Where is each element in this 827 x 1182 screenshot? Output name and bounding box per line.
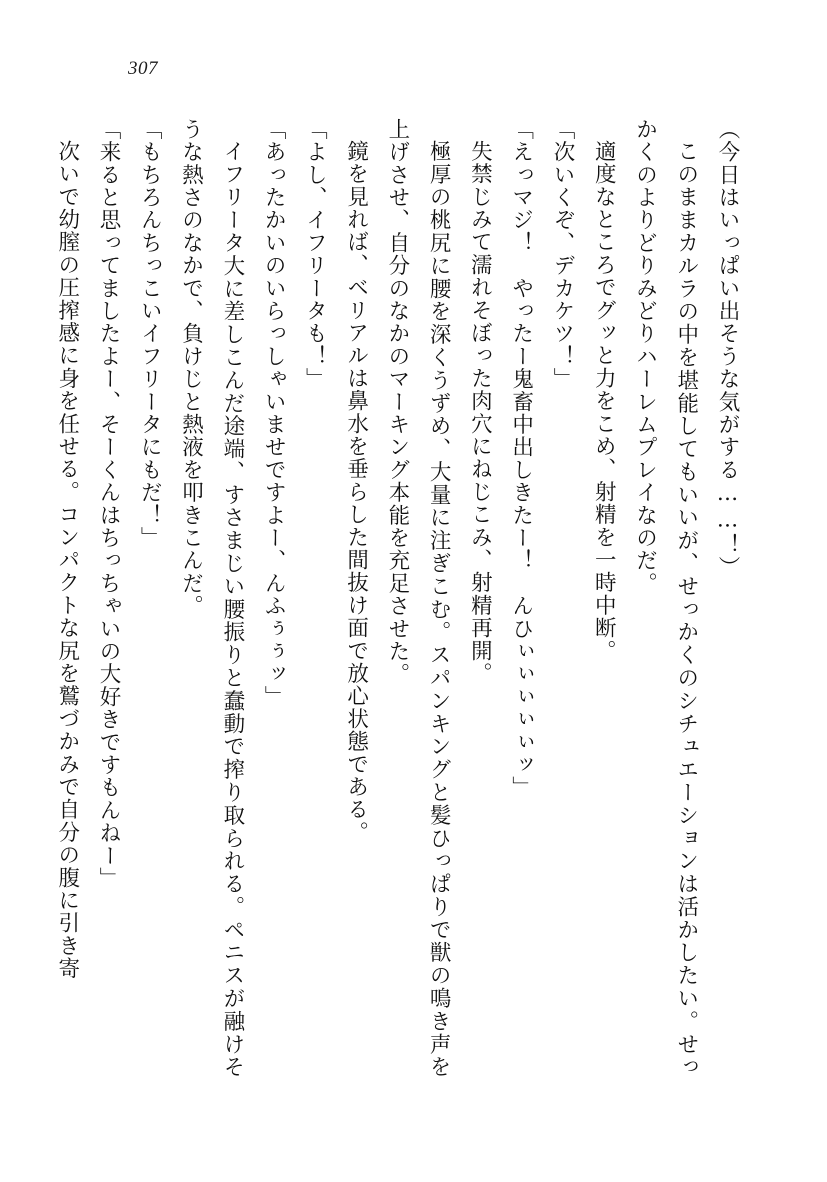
body-paragraph: 「来ると思ってましたよー、そーくんはちっちゃいの大好きですもんねー」 [96, 118, 122, 890]
body-paragraph: イフリータ大に差しこんだ途端、すさまじい腰振りと蠢動で搾り取られる。ペニスが融けそうな熱さのなかで、負けじと熱液を叩きこんだ。 [178, 118, 245, 1078]
body-paragraph: 「次いくぞ、デカケツ！」 [549, 118, 575, 391]
body-paragraph: 「もちろんちっこいイフリータにもだ！」 [137, 118, 163, 550]
body-paragraph: 「あったかいのいらっしゃいませですよー、んふぅぅッ」 [261, 118, 287, 709]
body-paragraph: 鏡を見れば、ベリアルは鼻水を垂らした間抜け面で放心状態である。 [343, 139, 369, 844]
body-paragraph: 失禁じみて濡れそぼった肉穴にねじこみ、射精再開。 [467, 139, 493, 685]
body-paragraph: 「よし、イフリータも！」 [302, 118, 328, 391]
page-number: 307 [128, 58, 158, 79]
body-paragraph: 次いで幼膣の圧搾感に身を任せる。コンパクトな尻を鷲づかみで自分の腹に引き寄 [54, 139, 80, 980]
body-paragraph: 極厚の桃尻に腰を深くうずめ、大量に注ぎこむ。スパンキングと髪ひっぱりで獣の鳴き声を上げさせ、自分のなかのマーキング本能を充足させた。 [384, 118, 452, 1078]
body-paragraph: 適度なところでグッと力をこめ、射精を一時中断。 [591, 139, 617, 662]
body-paragraph: （今日はいっぱい出そうな気がする……！） [715, 118, 740, 579]
page-body-text [54, 118, 748, 1078]
body-paragraph: 「えっマジ！ やったー鬼畜中出しきたー！ んひぃぃぃぃぃッ」 [508, 118, 534, 799]
body-paragraph: このままカルラの中を堪能してもいいが、せっかくのシチュエーションは活かしたい。せっかくのよりどりみどりハーレムプレイなのだ。 [632, 118, 699, 1078]
